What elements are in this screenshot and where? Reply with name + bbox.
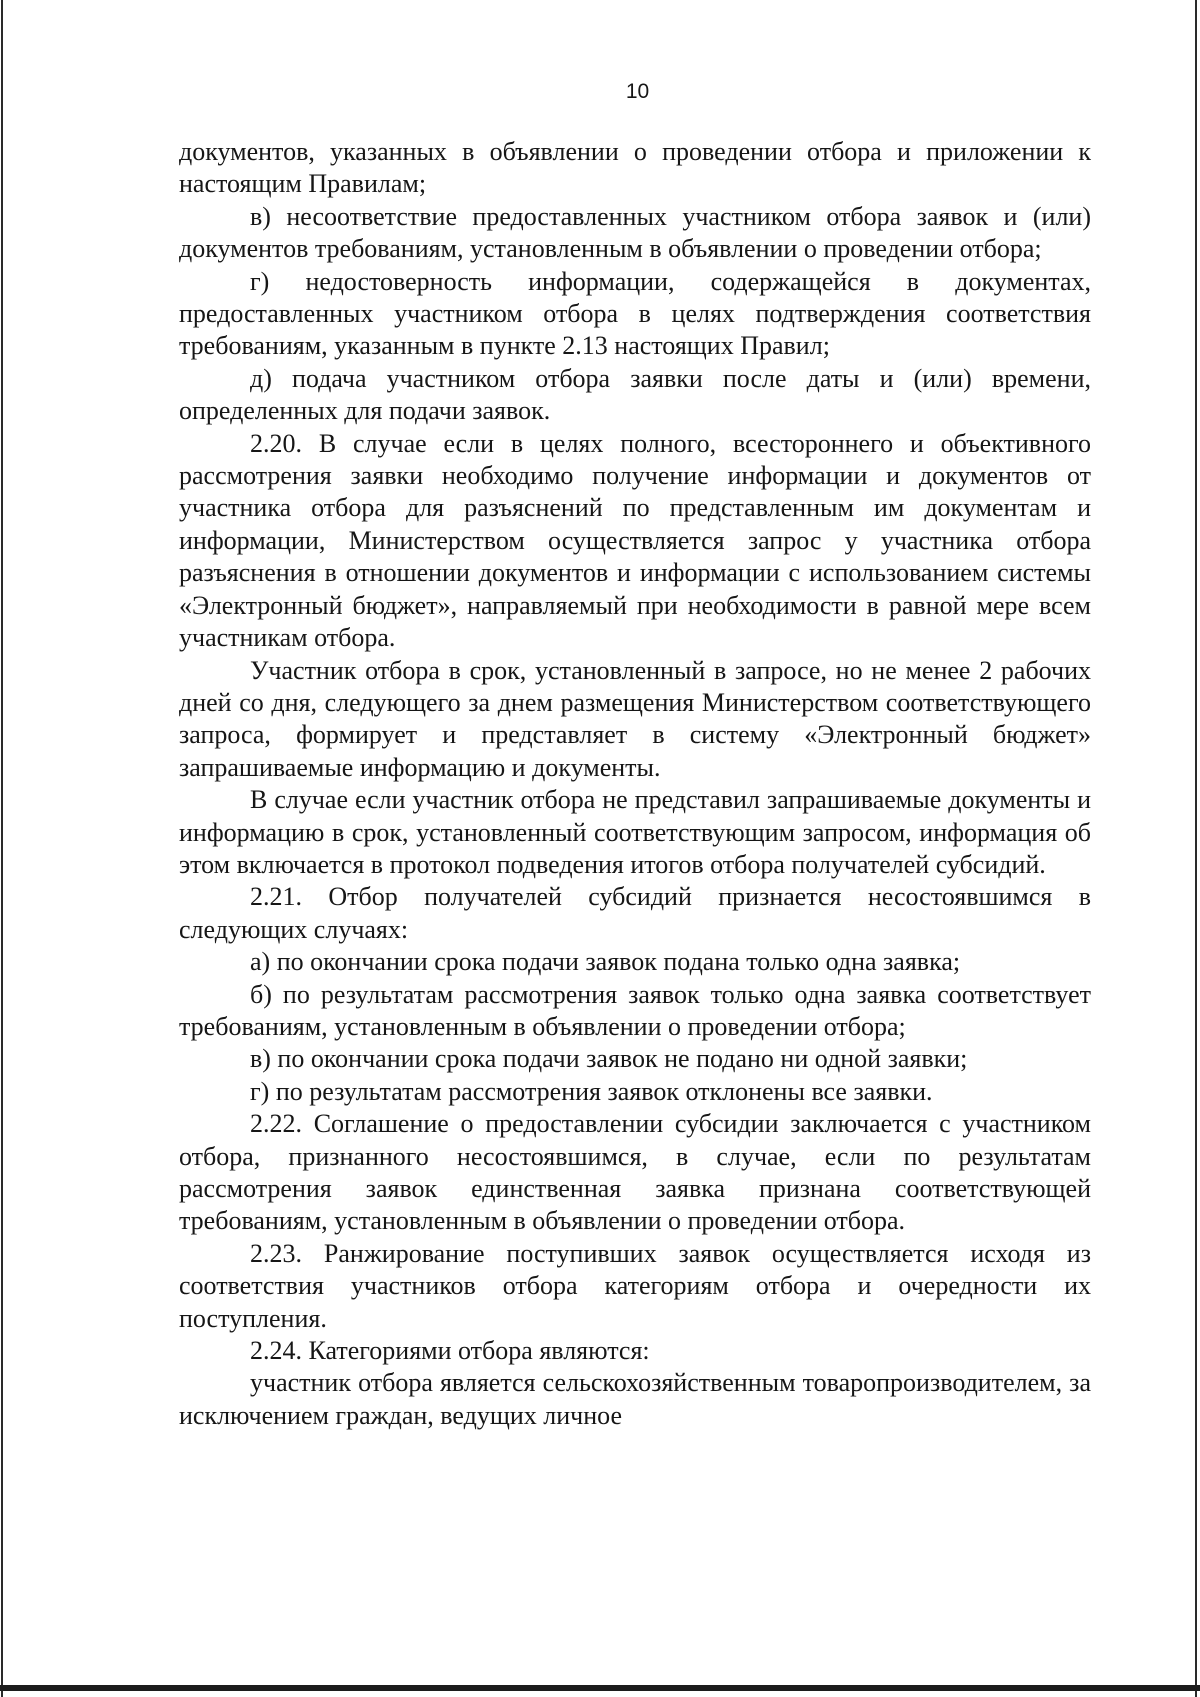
list-item-v: в) несоответствие предоставленных участником отбора заявок и (или) документов требованиям, установленным в объявлении о проведении отбора; (179, 201, 1091, 264)
paragraph-category: участник отбора является сельскохозяйственным товаропроизводителем, за исключением граждан, ведущих личное (179, 1368, 1091, 1430)
scan-edge-right (1195, 0, 1197, 1697)
list-item-g: г) недостоверность информации, содержащейся в документах, предоставленных участником отбора в целях подтверждения соответствия требованиям, указанным в пункте 2.13 настоящих Правил; (179, 266, 1091, 361)
clause-2-21: 2.21. Отбор получателей субсидий признается несостоявшимся в следующих случаях: (179, 882, 1091, 944)
clause-2-20: 2.20. В случае если в целях полного, всестороннего и объективного рассмотрения заявки необходимо получение информации и документов от участника отбора для разъяснений по представленным им документам и информации, Министерством осуществляется запрос у участника отбора разъяснения в отношении документов и информации с использованием системы «Электронный бюджет», направляемый при необходимости в равной мере всем участникам отбора. (179, 428, 1091, 653)
scan-edge-left (1, 0, 3, 1697)
page-number: 10 (625, 80, 650, 103)
paragraph-no-response: В случае если участник отбора не представил запрашиваемые документы и информацию в срок, установленный соответствующим запросом, информация об этом включается в протокол подведения итогов отбора получателей субсидий. (179, 785, 1091, 879)
list-item-b: б) по результатам рассмотрения заявок только одна заявка соответствует требованиям, установленным в объявлении о проведении отбора; (179, 979, 1091, 1041)
list-item-a: а) по окончании срока подачи заявок подана только одна заявка; (250, 947, 961, 977)
clause-2-23: 2.23. Ранжирование поступивших заявок осуществляется исходя из соответствия участников отбора категориям отбора и очередности их поступления. (179, 1238, 1091, 1333)
clause-2-24: 2.24. Категориями отбора являются: (250, 1336, 650, 1366)
document-body (179, 136, 1091, 1432)
list-item-d: д) подача участником отбора заявки после даты и (или) времени, определенных для подачи заявок. (179, 363, 1091, 426)
paragraph-continuation: документов, указанных в объявлении о проведении отбора и приложении к настоящим Правилам; (179, 137, 1091, 199)
list-item-v-2: в) по окончании срока подачи заявок не подано ни одной заявки; (250, 1044, 968, 1074)
scan-edge-bottom (0, 1685, 1200, 1691)
clause-2-22: 2.22. Соглашение о предоставлении субсидии заключается с участником отбора, признанного несостоявшимся, в случае, если по результатам рассмотрения заявок единственная заявка признана соответствующей требованиям, установленным в объявлении о проведении отбора. (179, 1109, 1091, 1236)
paragraph-participant-response: Участник отбора в срок, установленный в запросе, но не менее 2 рабочих дней со дня, следующего за днем размещения Министерством соответствующего запроса, формирует и представляет в систему «Электронный бюджет» запрашиваемые информацию и документы. (179, 655, 1091, 782)
list-item-g-2: г) по результатам рассмотрения заявок отклонены все заявки. (250, 1076, 933, 1106)
